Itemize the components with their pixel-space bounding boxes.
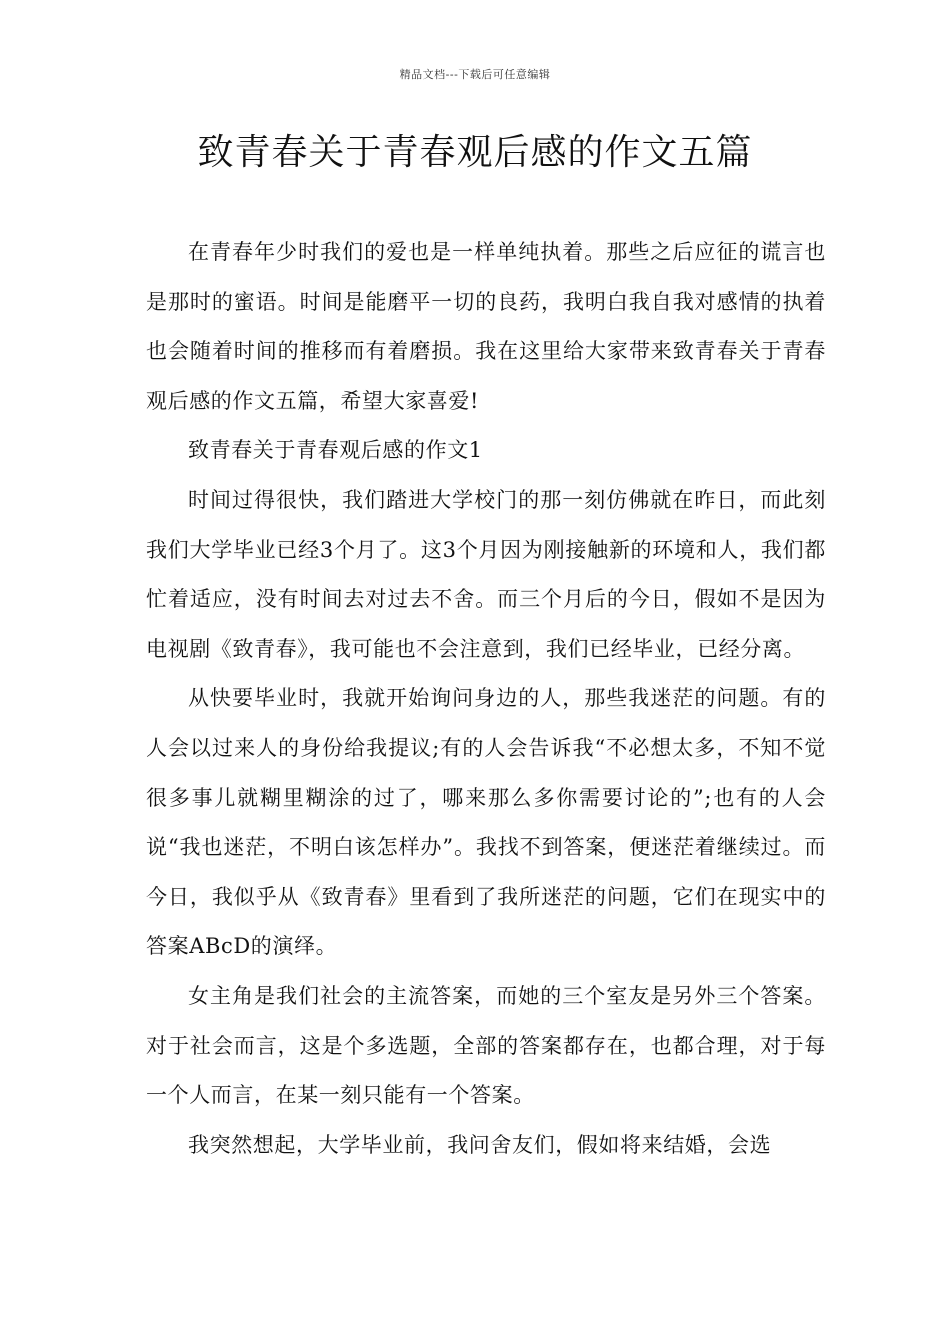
paragraph-4: 我突然想起，大学毕业前，我问舍友们，假如将来结婚，会选 (188, 1132, 772, 1157)
document-title: 致青春关于青春观后感的作文五篇 (197, 132, 753, 173)
section-heading-1: 致青春关于青春观后感的作文1 (188, 438, 483, 463)
header-note: 精品文档---下载后可任意编辑 (399, 68, 551, 81)
paragraph-1: 时间过得很快，我们踏进大学校门的那一刻仿佛就在昨日，而此刻我们大学毕业已经3个月了。这3个月因为刚接触新的环境和人，我们都忙着适应，没有时间去对过去不舍。而三个月后的今日，假如不是因为电视剧《致青春》，我可能也不会注意到，我们已经毕业，已经分离。 (146, 487, 826, 661)
document-body (146, 228, 826, 1170)
paragraph-2: 从快要毕业时，我就开始询问身边的人，那些我迷茫的问题。有的人会以过来人的身份给我提议;有的人会告诉我“不必想太多，不知不觉很多事儿就糊里糊涂的过了，哪来那么多你需要讨论的”;也有的人会说“我也迷茫，不明白该怎样办”。我找不到答案，便迷茫着继续过。而今日，我似乎从《致青春》里看到了我所迷茫的问题，它们在现实中的答案ABcD的演绎。 (146, 686, 826, 959)
paragraph-3: 女主角是我们社会的主流答案，而她的三个室友是另外三个答案。对于社会而言，这是个多选题，全部的答案都存在，也都合理，对于每一个人而言，在某一刻只能有一个答案。 (146, 983, 826, 1108)
paragraph-intro: 在青春年少时我们的爱也是一样单纯执着。那些之后应征的谎言也是那时的蜜语。时间是能磨平一切的良药，我明白我自我对感情的执着也会随着时间的推移而有着磨损。我在这里给大家带来致青春关于青春观后感的作文五篇，希望大家喜爱! (146, 240, 826, 413)
